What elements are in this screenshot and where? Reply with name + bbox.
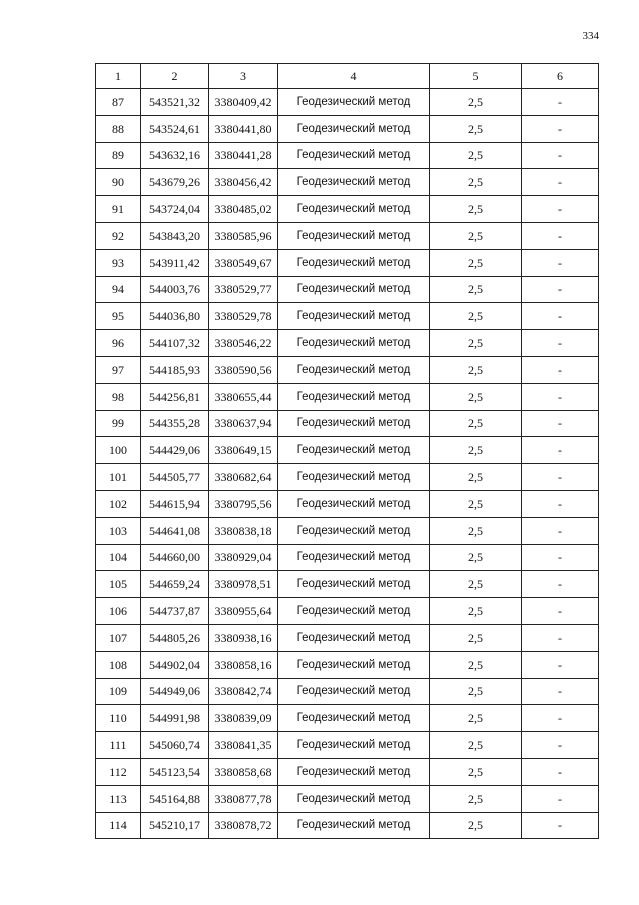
y-coordinate-cell: 3380649,15: [209, 437, 278, 464]
method-cell: Геодезический метод: [278, 678, 430, 705]
method-cell: Геодезический метод: [278, 410, 430, 437]
method-cell: Геодезический метод: [278, 571, 430, 598]
table-row: [96, 785, 599, 812]
point-number-cell: 114: [96, 812, 141, 839]
header-cell: 3: [209, 64, 278, 89]
method-cell: Геодезический метод: [278, 196, 430, 223]
y-coordinate-cell: 3380546,22: [209, 330, 278, 357]
point-number-cell: 87: [96, 89, 141, 116]
note-cell: -: [522, 169, 599, 196]
y-coordinate-cell: 3380978,51: [209, 571, 278, 598]
x-coordinate-cell: 544107,32: [141, 330, 209, 357]
method-cell: Геодезический метод: [278, 276, 430, 303]
note-cell: -: [522, 598, 599, 625]
note-cell: -: [522, 517, 599, 544]
table-row: [96, 517, 599, 544]
method-cell: Геодезический метод: [278, 517, 430, 544]
point-number-cell: 91: [96, 196, 141, 223]
method-cell: Геодезический метод: [278, 464, 430, 491]
x-coordinate-cell: 543521,32: [141, 89, 209, 116]
point-number-cell: 106: [96, 598, 141, 625]
y-coordinate-cell: 3380682,64: [209, 464, 278, 491]
y-coordinate-cell: 3380441,80: [209, 115, 278, 142]
header-cell: 2: [141, 64, 209, 89]
y-coordinate-cell: 3380842,74: [209, 678, 278, 705]
y-coordinate-cell: 3380878,72: [209, 812, 278, 839]
note-cell: -: [522, 249, 599, 276]
note-cell: -: [522, 732, 599, 759]
accuracy-cell: 2,5: [430, 544, 522, 571]
point-number-cell: 105: [96, 571, 141, 598]
x-coordinate-cell: 544615,94: [141, 490, 209, 517]
table-row: [96, 812, 599, 839]
accuracy-cell: 2,5: [430, 732, 522, 759]
accuracy-cell: 2,5: [430, 142, 522, 169]
note-cell: -: [522, 410, 599, 437]
point-number-cell: 90: [96, 169, 141, 196]
x-coordinate-cell: 545123,54: [141, 758, 209, 785]
accuracy-cell: 2,5: [430, 571, 522, 598]
y-coordinate-cell: 3380877,78: [209, 785, 278, 812]
x-coordinate-cell: 544185,93: [141, 356, 209, 383]
y-coordinate-cell: 3380529,77: [209, 276, 278, 303]
y-coordinate-cell: 3380585,96: [209, 222, 278, 249]
x-coordinate-cell: 545164,88: [141, 785, 209, 812]
table-row: [96, 705, 599, 732]
accuracy-cell: 2,5: [430, 89, 522, 116]
method-cell: Геодезический метод: [278, 732, 430, 759]
x-coordinate-cell: 544036,80: [141, 303, 209, 330]
table-row: [96, 196, 599, 223]
table-row: [96, 437, 599, 464]
note-cell: -: [522, 464, 599, 491]
note-cell: -: [522, 383, 599, 410]
table-row: [96, 571, 599, 598]
header-cell: 4: [278, 64, 430, 89]
x-coordinate-cell: 543524,61: [141, 115, 209, 142]
point-number-cell: 113: [96, 785, 141, 812]
method-cell: Геодезический метод: [278, 142, 430, 169]
accuracy-cell: 2,5: [430, 598, 522, 625]
note-cell: -: [522, 89, 599, 116]
note-cell: -: [522, 571, 599, 598]
y-coordinate-cell: 3380655,44: [209, 383, 278, 410]
table-row: [96, 303, 599, 330]
table-row: [96, 89, 599, 116]
method-cell: Геодезический метод: [278, 437, 430, 464]
point-number-cell: 95: [96, 303, 141, 330]
method-cell: Геодезический метод: [278, 490, 430, 517]
note-cell: -: [522, 812, 599, 839]
table-row: [96, 169, 599, 196]
point-number-cell: 107: [96, 624, 141, 651]
y-coordinate-cell: 3380485,02: [209, 196, 278, 223]
x-coordinate-cell: 543911,42: [141, 249, 209, 276]
table-row: [96, 276, 599, 303]
table-row: [96, 115, 599, 142]
point-number-cell: 99: [96, 410, 141, 437]
note-cell: -: [522, 705, 599, 732]
note-cell: -: [522, 303, 599, 330]
y-coordinate-cell: 3380838,18: [209, 517, 278, 544]
point-number-cell: 112: [96, 758, 141, 785]
accuracy-cell: 2,5: [430, 410, 522, 437]
y-coordinate-cell: 3380938,16: [209, 624, 278, 651]
table-row: [96, 142, 599, 169]
page-number: 334: [582, 30, 599, 42]
note-cell: -: [522, 651, 599, 678]
point-number-cell: 101: [96, 464, 141, 491]
note-cell: -: [522, 276, 599, 303]
accuracy-cell: 2,5: [430, 490, 522, 517]
note-cell: -: [522, 330, 599, 357]
point-number-cell: 110: [96, 705, 141, 732]
table-row: [96, 490, 599, 517]
note-cell: -: [522, 678, 599, 705]
accuracy-cell: 2,5: [430, 115, 522, 142]
method-cell: Геодезический метод: [278, 249, 430, 276]
note-cell: -: [522, 544, 599, 571]
x-coordinate-cell: 544641,08: [141, 517, 209, 544]
header-cell: 1: [96, 64, 141, 89]
table-row: [96, 383, 599, 410]
x-coordinate-cell: 543724,04: [141, 196, 209, 223]
method-cell: Геодезический метод: [278, 115, 430, 142]
y-coordinate-cell: 3380839,09: [209, 705, 278, 732]
accuracy-cell: 2,5: [430, 758, 522, 785]
accuracy-cell: 2,5: [430, 517, 522, 544]
x-coordinate-cell: 545210,17: [141, 812, 209, 839]
point-number-cell: 108: [96, 651, 141, 678]
method-cell: Геодезический метод: [278, 598, 430, 625]
table-row: [96, 651, 599, 678]
table-row: [96, 678, 599, 705]
table-row: [96, 330, 599, 357]
table-row: [96, 356, 599, 383]
point-number-cell: 103: [96, 517, 141, 544]
point-number-cell: 98: [96, 383, 141, 410]
y-coordinate-cell: 3380858,16: [209, 651, 278, 678]
y-coordinate-cell: 3380409,42: [209, 89, 278, 116]
point-number-cell: 100: [96, 437, 141, 464]
note-cell: -: [522, 356, 599, 383]
method-cell: Геодезический метод: [278, 330, 430, 357]
note-cell: -: [522, 222, 599, 249]
x-coordinate-cell: 544805,26: [141, 624, 209, 651]
note-cell: -: [522, 115, 599, 142]
table-row: [96, 624, 599, 651]
table-row: [96, 464, 599, 491]
x-coordinate-cell: 545060,74: [141, 732, 209, 759]
method-cell: Геодезический метод: [278, 651, 430, 678]
note-cell: -: [522, 437, 599, 464]
y-coordinate-cell: 3380841,35: [209, 732, 278, 759]
x-coordinate-cell: 544659,24: [141, 571, 209, 598]
x-coordinate-cell: 544355,28: [141, 410, 209, 437]
accuracy-cell: 2,5: [430, 356, 522, 383]
x-coordinate-cell: 544902,04: [141, 651, 209, 678]
x-coordinate-cell: 544991,98: [141, 705, 209, 732]
accuracy-cell: 2,5: [430, 785, 522, 812]
y-coordinate-cell: 3380955,64: [209, 598, 278, 625]
table-row: [96, 544, 599, 571]
accuracy-cell: 2,5: [430, 464, 522, 491]
accuracy-cell: 2,5: [430, 276, 522, 303]
table-row: [96, 758, 599, 785]
method-cell: Геодезический метод: [278, 383, 430, 410]
method-cell: Геодезический метод: [278, 624, 430, 651]
accuracy-cell: 2,5: [430, 705, 522, 732]
y-coordinate-cell: 3380441,28: [209, 142, 278, 169]
accuracy-cell: 2,5: [430, 651, 522, 678]
method-cell: Геодезический метод: [278, 785, 430, 812]
point-number-cell: 93: [96, 249, 141, 276]
x-coordinate-cell: 544737,87: [141, 598, 209, 625]
note-cell: -: [522, 785, 599, 812]
point-number-cell: 109: [96, 678, 141, 705]
accuracy-cell: 2,5: [430, 169, 522, 196]
table-header-row: [96, 64, 599, 89]
method-cell: Геодезический метод: [278, 89, 430, 116]
y-coordinate-cell: 3380858,68: [209, 758, 278, 785]
header-cell: 5: [430, 64, 522, 89]
method-cell: Геодезический метод: [278, 812, 430, 839]
note-cell: -: [522, 142, 599, 169]
point-number-cell: 92: [96, 222, 141, 249]
point-number-cell: 94: [96, 276, 141, 303]
accuracy-cell: 2,5: [430, 678, 522, 705]
accuracy-cell: 2,5: [430, 249, 522, 276]
x-coordinate-cell: 544505,77: [141, 464, 209, 491]
x-coordinate-cell: 544949,06: [141, 678, 209, 705]
method-cell: Геодезический метод: [278, 169, 430, 196]
method-cell: Геодезический метод: [278, 544, 430, 571]
note-cell: -: [522, 196, 599, 223]
method-cell: Геодезический метод: [278, 356, 430, 383]
accuracy-cell: 2,5: [430, 222, 522, 249]
point-number-cell: 102: [96, 490, 141, 517]
note-cell: -: [522, 624, 599, 651]
method-cell: Геодезический метод: [278, 705, 430, 732]
point-number-cell: 89: [96, 142, 141, 169]
accuracy-cell: 2,5: [430, 196, 522, 223]
header-cell: 6: [522, 64, 599, 89]
table-row: [96, 732, 599, 759]
table-row: [96, 249, 599, 276]
point-number-cell: 97: [96, 356, 141, 383]
note-cell: -: [522, 758, 599, 785]
x-coordinate-cell: 543679,26: [141, 169, 209, 196]
point-number-cell: 96: [96, 330, 141, 357]
x-coordinate-cell: 544660,00: [141, 544, 209, 571]
x-coordinate-cell: 544256,81: [141, 383, 209, 410]
y-coordinate-cell: 3380590,56: [209, 356, 278, 383]
accuracy-cell: 2,5: [430, 303, 522, 330]
accuracy-cell: 2,5: [430, 624, 522, 651]
coordinates-table: [95, 63, 599, 839]
accuracy-cell: 2,5: [430, 812, 522, 839]
y-coordinate-cell: 3380929,04: [209, 544, 278, 571]
x-coordinate-cell: 544003,76: [141, 276, 209, 303]
table-row: [96, 598, 599, 625]
method-cell: Геодезический метод: [278, 303, 430, 330]
x-coordinate-cell: 543632,16: [141, 142, 209, 169]
method-cell: Геодезический метод: [278, 222, 430, 249]
table-row: [96, 222, 599, 249]
x-coordinate-cell: 543843,20: [141, 222, 209, 249]
accuracy-cell: 2,5: [430, 330, 522, 357]
y-coordinate-cell: 3380529,78: [209, 303, 278, 330]
accuracy-cell: 2,5: [430, 383, 522, 410]
point-number-cell: 88: [96, 115, 141, 142]
y-coordinate-cell: 3380549,67: [209, 249, 278, 276]
table-row: [96, 410, 599, 437]
y-coordinate-cell: 3380456,42: [209, 169, 278, 196]
note-cell: -: [522, 490, 599, 517]
x-coordinate-cell: 544429,06: [141, 437, 209, 464]
point-number-cell: 104: [96, 544, 141, 571]
y-coordinate-cell: 3380637,94: [209, 410, 278, 437]
y-coordinate-cell: 3380795,56: [209, 490, 278, 517]
method-cell: Геодезический метод: [278, 758, 430, 785]
point-number-cell: 111: [96, 732, 141, 759]
accuracy-cell: 2,5: [430, 437, 522, 464]
